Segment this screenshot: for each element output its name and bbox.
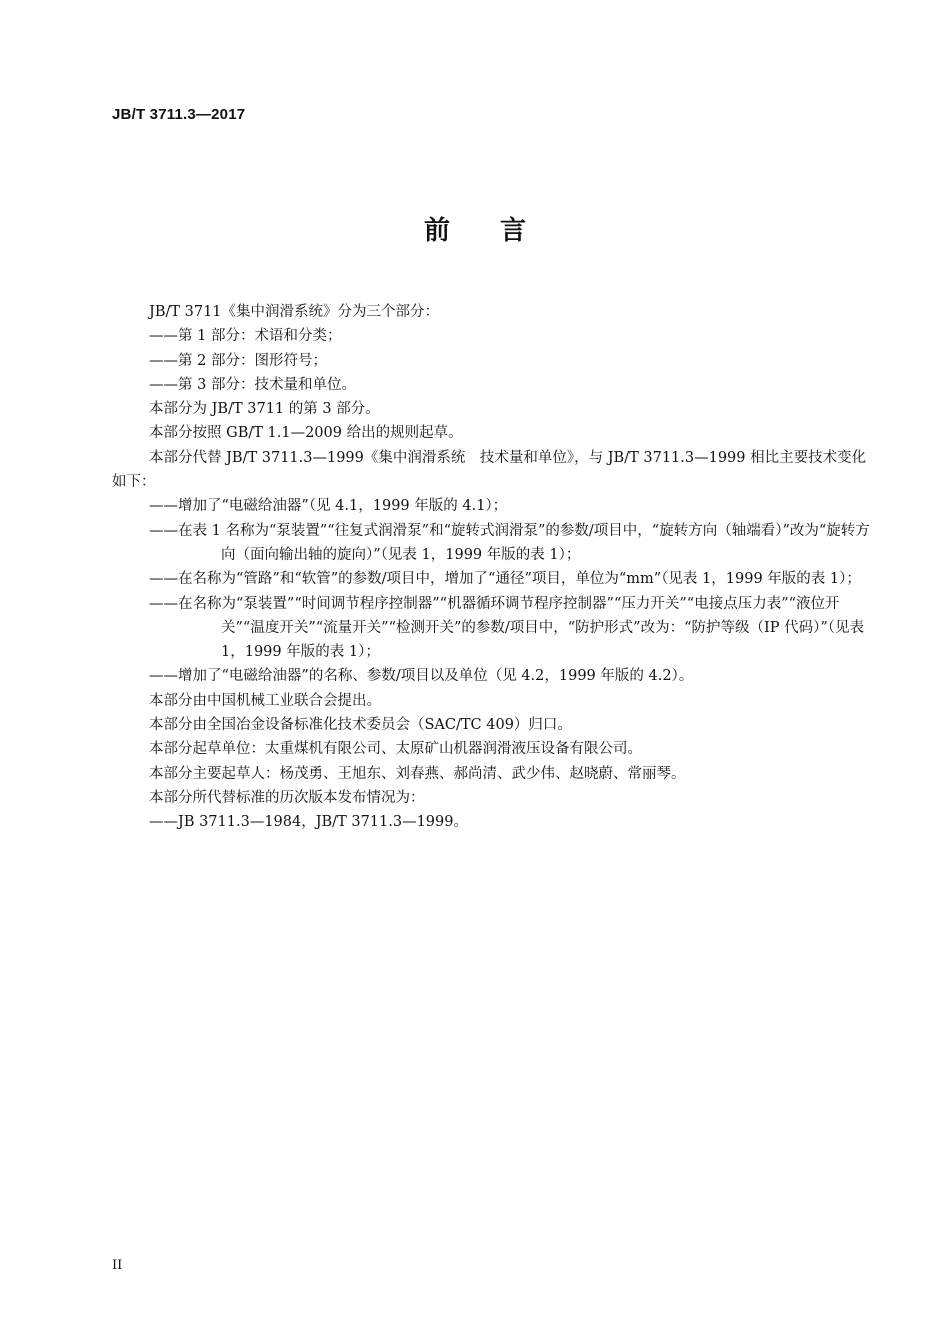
paragraph-under-jurisdiction: 本部分由全国冶金设备标准化技术委员会（SAC/TC 409）归口。 [149,717,572,734]
list-item-part2: ——第 2 部分：图形符号； [149,352,327,369]
paragraph-proposed-by: 本部分由中国机械工业联合会提出。 [149,692,381,709]
foreword-body [112,300,872,835]
list-item-change4: ——在名称为“泵装置”“时间调节程序控制器”“机器循环调节程序控制器”“压力开关”“电接点压力表”“液位开关”“温度开关”“流量开关”“检测开关”的参数/项目中，“防护形式”改为：“防护等级（IP 代码）”（见表 1，1999 年版的表 1）； [149,595,865,661]
list-item-part1: ——第 1 部分：术语和分类； [149,328,342,345]
list-item-change5: ——增加了“电磁给油器”的名称、参数/项目以及单位（见 4.2，1999 年版的 4.2）。 [149,668,694,685]
paragraph-this-part: 本部分为 JB/T 3711 的第 3 部分。 [149,401,380,418]
list-item-part3: ——第 3 部分：技术量和单位。 [149,376,356,393]
paragraph-drafting-units: 本部分起草单位：太重煤机有限公司、太原矿山机器润滑液压设备有限公司。 [149,741,642,758]
paragraph-drafters: 本部分主要起草人：杨茂勇、王旭东、刘春燕、郝尚清、武少伟、赵晓蔚、常丽琴。 [149,765,686,782]
list-item-change3: ——在名称为“管路”和“软管”的参数/项目中，增加了“通径”项目，单位为“mm”（见表 1，1999 年版的表 1）； [149,571,861,588]
page-number: II [112,1258,123,1273]
list-item-change2: ——在表 1 名称为“泵装置”“往复式润滑泵”和“旋转式润滑泵”的参数/项目中，“旋转方向（轴端看）”改为“旋转方向（面向输出轴的旋向）”（见表 1，1999 年版的表 1）； [149,522,870,563]
paragraph-parts-intro: JB/T 3711《集中润滑系统》分为三个部分： [149,304,440,320]
paragraph-replaces: 本部分代替 JB/T 3711.3—1999《集中润滑系统 技术量和单位》，与 JB/T 3711.3—1999 相比主要技术变化如下： [112,449,867,491]
document-code: JB/T 3711.3—2017 [112,106,246,123]
paragraph-drafting-rules: 本部分按照 GB/T 1.1—2009 给出的规则起草。 [149,425,463,442]
paragraph-previous-editions: 本部分所代替标准的历次版本发布情况为： [149,789,425,806]
list-item-editions: ——JB 3711.3—1984，JB/T 3711.3—1999。 [149,814,468,831]
list-item-change1: ——增加了“电磁给油器”（见 4.1，1999 年版的 4.1）； [149,498,508,515]
page-title: 前言 [423,216,576,246]
